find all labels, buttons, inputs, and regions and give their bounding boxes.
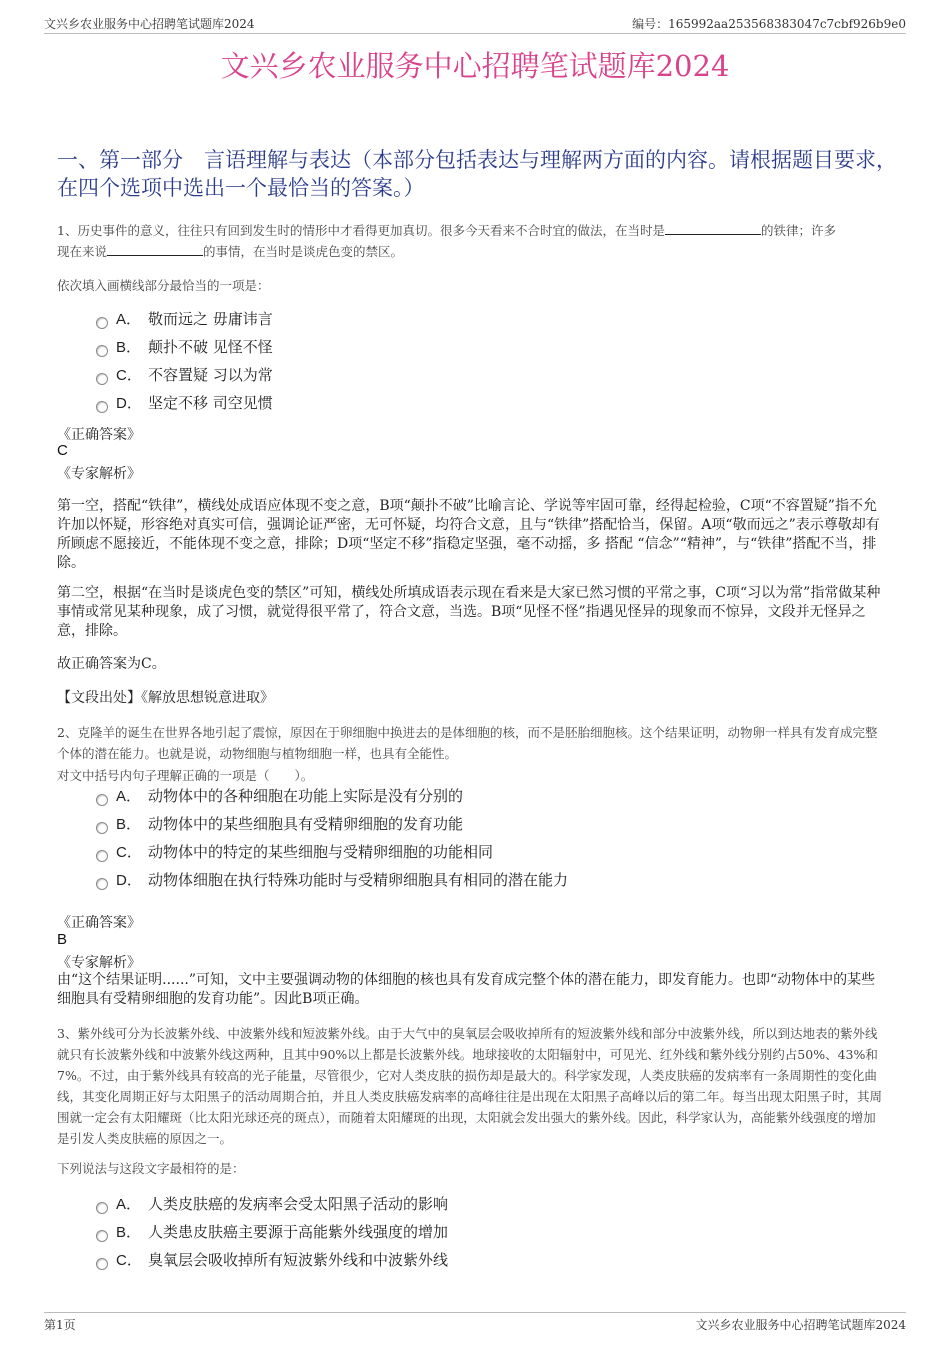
analysis-paragraph-1: 第一空，搭配“铁律”，横线处成语应体现不变之意，B项“颠扑不破”比喻言论、学说等牢固可靠，经得起检验，C项“不容置疑”指不允许加以怀疑，形容绝对真实可信，强调论证严密，无可怀疑，均符合文意，且与“铁律”搭配恰当，保留。A项“敬而远之”表示尊敬却有所顾虑不愿接近，不能体现不变之意，排除；D项“坚定不移”指稳定坚强，毫不动摇，多 搭配 “信念”“精神”，与“铁律”搭配不当，排除。: [57, 498, 880, 571]
radio-button[interactable]: [96, 850, 108, 862]
option-letter: B．: [116, 1224, 142, 1241]
header-doc-title: 文兴乡农业服务中心招聘笔试题库2024: [44, 17, 255, 31]
radio-button[interactable]: [96, 345, 108, 357]
radio-button[interactable]: [96, 373, 108, 385]
question-1-prompt: 依次填入画横线部分最恰当的一项是：: [57, 278, 270, 293]
header-doc-id: 编号：165992aa253568383047c7cbf926b9e0: [632, 17, 906, 31]
option-letter: D．: [116, 872, 142, 889]
analysis-conclusion: 故正确答案为C。: [57, 656, 166, 672]
question-1-text-d: 的事情，在当时是谈虎色变的禁区。: [203, 244, 404, 259]
question-1-text-a: 1、历史事件的意义，往往只有回到发生时的情形中才看得更加真切。很多今天看来不合时宜的做法，在当时是: [57, 223, 665, 238]
page-number: 第1页: [44, 1318, 76, 1332]
option-text: 人类皮肤癌的发病率会受太阳黑子活动的影响: [148, 1195, 449, 1213]
radio-button[interactable]: [96, 794, 108, 806]
radio-button[interactable]: [96, 1230, 108, 1242]
option-letter: A．: [116, 1196, 142, 1213]
option-text: 敬而远之 毋庸讳言: [148, 310, 273, 328]
analysis-paragraph: 由“这个结果证明......”可知，文中主要强调动物的体细胞的核也具有发育成完整个体的潜在能力，即发育能力。也即“动物体中的某些细胞具有受精卵细胞的发育功能”。因此B项正确。: [57, 972, 876, 1007]
blank-2: [107, 244, 203, 256]
option-text: 动物体中的特定的某些细胞与受精卵细胞的功能相同: [148, 843, 494, 861]
option-text: 颠扑不破 见怪不怪: [148, 338, 273, 356]
footer-doc-title: 文兴乡农业服务中心招聘笔试题库2024: [695, 1318, 906, 1332]
option-letter: C．: [116, 1252, 142, 1269]
section-heading: 一、第一部分 言语理解与表达（本部分包括表达与理解两方面的内容。请根据题目要求，在四个选项中选出一个最恰当的答案。）: [57, 148, 897, 200]
option-text: 不容置疑 习以为常: [148, 366, 273, 384]
page-header: [44, 12, 906, 34]
option-letter: C．: [116, 844, 142, 861]
option-text: 动物体中的各种细胞在功能上实际是没有分别的: [148, 787, 464, 805]
radio-button[interactable]: [96, 401, 108, 413]
question-2-prompt: 对文中括号内句子理解正确的一项是（ ）。: [57, 768, 314, 783]
radio-button[interactable]: [96, 822, 108, 834]
page-footer: [44, 1312, 906, 1334]
option-letter: B．: [116, 816, 142, 833]
page-title: 文兴乡农业服务中心招聘笔试题库2024: [220, 49, 730, 83]
radio-button[interactable]: [96, 1202, 108, 1214]
question-1-text-b: 的铁律；许多: [760, 223, 836, 238]
option-letter: C．: [116, 367, 142, 384]
question-3-stem: 3、紫外线可分为长波紫外线、中波紫外线和短波紫外线。由于大气中的臭氧层会吸收掉所有的短波紫外线和部分中波紫外线，所以到达地表的紫外线就只有长波紫外线和中波紫外线这两种，且其中90%以上都是长波紫外线。地球接收的太阳辐射中，可见光、红外线和紫外线分别约占50%、43%和7%。不过，由于紫外线具有较高的光子能量，尽管很少，它对人类皮肤的损伤却是最大的。科学家发现，人类皮肤癌的发病率有一条周期性的变化曲线，其变化周期正好与太阳黑子的活动周期合拍，并且人类皮肤癌发病率的高峰往往是出现在太阳黑子高峰以后的第二年。每当出现太阳黑子时，其周围就一定会有太阳耀斑（比太阳光球还亮的斑点），而随着太阳耀斑的出现，太阳就会发出强大的紫外线。因此，科学家认为，高能紫外线强度的增加是引发人类皮肤癌的原因之一。: [57, 1026, 883, 1146]
option-text: 动物体细胞在执行特殊功能时与受精卵细胞具有相同的潜在能力: [148, 871, 569, 889]
option-letter: B．: [116, 339, 142, 356]
analysis-label: 《专家解析》: [57, 466, 141, 482]
question-1-text-c: 现在来说: [57, 244, 108, 259]
option-letter: A．: [116, 311, 142, 328]
analysis-label: 《专家解析》: [57, 955, 141, 971]
question-1-stem: [57, 220, 887, 262]
answer-value: C: [57, 442, 68, 459]
answer-label: 《正确答案》: [57, 427, 141, 443]
question-3-prompt: 下列说法与这段文字最相符的是：: [57, 1161, 245, 1176]
option-text: 人类患皮肤癌主要源于高能紫外线强度的增加: [148, 1223, 449, 1241]
answer-label: 《正确答案》: [57, 915, 141, 931]
radio-button[interactable]: [96, 317, 108, 329]
option-text: 动物体中的某些细胞具有受精卵细胞的发育功能: [148, 815, 464, 833]
blank-1: [665, 223, 761, 235]
answer-value: B: [57, 931, 68, 948]
analysis-paragraph-2: 第二空，根据“在当时是谈虎色变的禁区”可知，横线处所填成语表示现在看来是大家已然习惯的平常之事，C项“习以为常”指常做某种事情或常见某种现象，成了习惯，就觉得很平常了，符合文意，当选。B项“见怪不怪”指遇见怪异的现象而不惊异，文段并无怪异之意，排除。: [57, 585, 881, 639]
option-letter: A．: [116, 788, 142, 805]
radio-button[interactable]: [96, 878, 108, 890]
radio-button[interactable]: [96, 1258, 108, 1270]
source-note: 【文段出处】《解放思想锐意进取》: [57, 690, 274, 706]
option-letter: D．: [116, 395, 142, 412]
option-text: 臭氧层会吸收掉所有短波紫外线和中波紫外线: [148, 1251, 449, 1269]
question-2-stem: 2、克隆羊的诞生在世界各地引起了震惊，原因在于卵细胞中换进去的是体细胞的核，而不是胚胎细胞核。这个结果证明，动物卵一样具有发育成完整个体的潜在能力。也就是说，动物细胞与植物细胞一样，也具有全能性。: [57, 725, 878, 761]
option-text: 坚定不移 司空见惯: [148, 394, 273, 412]
